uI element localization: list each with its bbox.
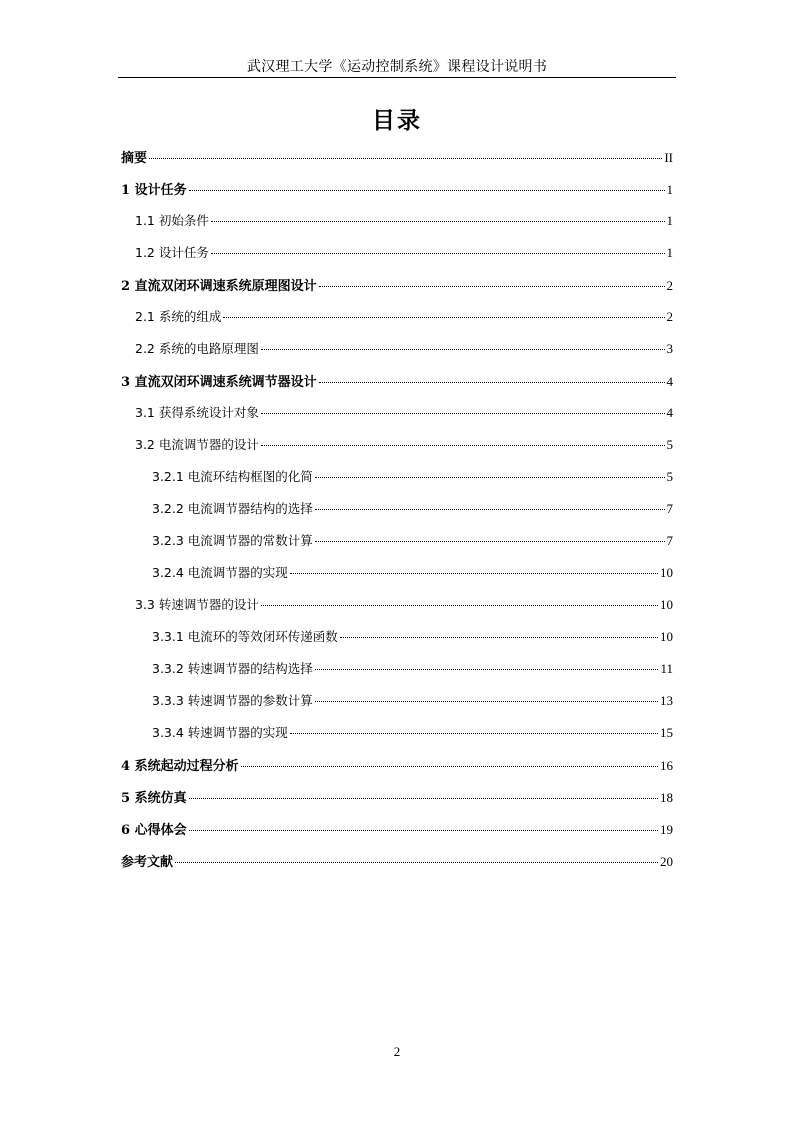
toc-entry[interactable] <box>152 531 673 553</box>
dot-leader <box>261 445 665 446</box>
dot-leader <box>319 382 665 383</box>
dot-leader <box>261 413 665 414</box>
toc-entry-page: 2 <box>666 309 673 324</box>
toc-entry[interactable] <box>152 627 673 649</box>
toc-entry-page: 16 <box>660 758 673 773</box>
toc-entry[interactable] <box>135 243 673 265</box>
dot-leader <box>290 573 658 574</box>
toc-entry-page: 10 <box>660 629 673 644</box>
dot-leader <box>290 733 658 734</box>
toc-entry[interactable] <box>121 755 673 777</box>
toc-entry-page: 11 <box>660 661 673 676</box>
toc-entry-page: 10 <box>660 565 673 580</box>
toc-entry-label: 3.2.1 电流环结构框图的化简 <box>152 469 313 484</box>
toc-entry[interactable] <box>121 179 673 201</box>
toc-entry[interactable] <box>135 211 673 233</box>
toc-entry-page: 2 <box>666 278 673 293</box>
toc-entry-label: 6 心得体会 <box>121 823 187 838</box>
toc-entry-label: 3.3.3 转速调节器的参数计算 <box>152 693 313 708</box>
toc-entry-label: 参考文献 <box>121 855 174 870</box>
toc-entry-page: 5 <box>666 469 673 484</box>
dot-leader <box>223 317 664 318</box>
toc-entry[interactable] <box>121 371 673 393</box>
toc-entry-label: 3.3.4 转速调节器的实现 <box>152 725 288 740</box>
dot-leader <box>315 669 659 670</box>
dot-leader <box>211 221 665 222</box>
toc-entry[interactable] <box>135 307 673 329</box>
toc-entry[interactable] <box>152 659 673 681</box>
page-number: 2 <box>393 1044 401 1059</box>
toc-entry-page: 1 <box>666 182 673 197</box>
dot-leader <box>261 349 665 350</box>
toc-entry-label: 1.1 初始条件 <box>135 213 209 228</box>
toc-entry-label: 1.2 设计任务 <box>135 245 209 260</box>
dot-leader <box>241 766 658 767</box>
toc-entry-label: 摘要 <box>121 151 148 166</box>
dot-leader <box>189 190 665 191</box>
dot-leader <box>211 253 665 254</box>
dot-leader <box>315 541 665 542</box>
toc-entry-page: 13 <box>660 693 673 708</box>
dot-leader <box>261 605 658 606</box>
toc-entry-page: 20 <box>660 854 673 869</box>
toc-entry-label: 3.1 获得系统设计对象 <box>135 405 259 420</box>
toc-entry-page: 18 <box>660 790 673 805</box>
toc-entry[interactable] <box>121 147 673 169</box>
dot-leader <box>189 830 658 831</box>
dot-leader <box>319 286 665 287</box>
toc-title: 目录 <box>372 108 422 134</box>
toc-entry[interactable] <box>152 691 673 713</box>
toc-entry-page: 10 <box>660 597 673 612</box>
dot-leader <box>189 798 658 799</box>
toc-entry-label: 2.1 系统的组成 <box>135 309 222 324</box>
toc-entry-page: 5 <box>666 437 673 452</box>
toc-entry-page: 1 <box>666 213 673 228</box>
toc-entry-label: 3.2 电流调节器的设计 <box>135 437 259 452</box>
toc-entry-label: 3 直流双闭环调速系统调节器设计 <box>121 375 317 390</box>
toc-entry-page: 3 <box>666 341 673 356</box>
toc-entry-label: 3.3.2 转速调节器的结构选择 <box>152 661 313 676</box>
toc-entry-page: 15 <box>660 725 673 740</box>
toc-entry-page: 4 <box>666 405 673 420</box>
toc-entry[interactable] <box>135 595 673 617</box>
toc-entry-page: 7 <box>666 501 673 516</box>
dot-leader <box>175 862 658 863</box>
toc-entry-page: 4 <box>666 374 673 389</box>
dot-leader <box>315 477 665 478</box>
toc-entry-label: 3.3.1 电流环的等效闭环传递函数 <box>152 629 338 644</box>
toc-entry-label: 3.2.3 电流调节器的常数计算 <box>152 533 313 548</box>
toc-entry-label: 2 直流双闭环调速系统原理图设计 <box>121 279 317 294</box>
dot-leader <box>149 158 662 159</box>
toc-entry[interactable] <box>121 851 673 873</box>
toc-entry[interactable] <box>152 499 673 521</box>
toc-entry[interactable] <box>121 787 673 809</box>
toc-entry-page: 1 <box>666 245 673 260</box>
toc-entry-page: 19 <box>660 822 673 837</box>
toc-entry-label: 3.2.4 电流调节器的实现 <box>152 565 288 580</box>
toc-entry-label: 1 设计任务 <box>121 183 187 198</box>
toc-entry[interactable] <box>135 339 673 361</box>
toc-entry[interactable] <box>121 275 673 297</box>
toc-entry[interactable] <box>135 435 673 457</box>
toc-entry-label: 3.3 转速调节器的设计 <box>135 597 259 612</box>
page-header: 武汉理工大学《运动控制系统》课程设计说明书 <box>246 59 548 75</box>
header-divider <box>118 77 676 78</box>
dot-leader <box>315 701 658 702</box>
toc-entry[interactable] <box>152 563 673 585</box>
toc-entry[interactable] <box>152 723 673 745</box>
toc-entry-label: 3.2.2 电流调节器结构的选择 <box>152 501 313 516</box>
toc-entry[interactable] <box>121 819 673 841</box>
toc-entry-label: 5 系统仿真 <box>121 791 187 806</box>
toc-entry-page: 7 <box>666 533 673 548</box>
toc-entry-page: II <box>664 150 673 165</box>
dot-leader <box>340 637 658 638</box>
toc-entry-label: 2.2 系统的电路原理图 <box>135 341 259 356</box>
toc-entry[interactable] <box>152 467 673 489</box>
toc-entry[interactable] <box>135 403 673 425</box>
dot-leader <box>315 509 665 510</box>
toc-entry-label: 4 系统起动过程分析 <box>121 759 239 774</box>
